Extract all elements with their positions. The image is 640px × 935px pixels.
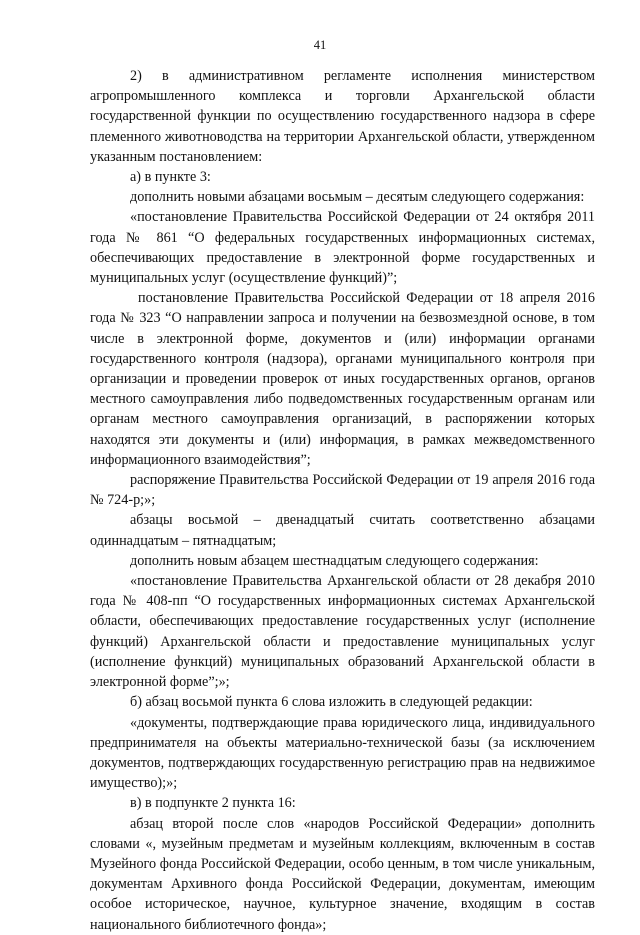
paragraph-item-2: 2) в административном регламенте исполнения министерством агропромышленного комплекса и торговли Архангельской области государственной функции по осуществлению государственного надзора в сфере племенного животноводства на территории Архангельской области, утвержденном указанным постановлением: bbox=[90, 68, 595, 165]
paragraph-quote-408: «постановление Правительства Архангельской области от 28 декабря 2010 года № 408-пп “О государственных информационных системах Архангельской области, обеспечивающих предоставление государственных услуг (исполнение функций) Архангельской области и предоставление муниципальных услуг (исполнение функций) муниципальных образований Архангельской области в электронной форме”;»; bbox=[90, 573, 595, 691]
paragraph-subitem-v: в) в подпункте 2 пункта 16: bbox=[130, 795, 296, 812]
paragraph-subitem-b: б) абзац восьмой пункта 6 слова изложить в следующей редакции: bbox=[130, 694, 533, 711]
paragraph-add-16: дополнить новым абзацем шестнадцатым следующего содержания: bbox=[130, 552, 539, 569]
paragraph-quote-724: распоряжение Правительства Российской Федерации от 19 апреля 2016 года № 724-р;»; bbox=[90, 472, 595, 509]
paragraph-quote-documents: «документы, подтверждающие права юридического лица, индивидуального предпринимателя на объекты материально-технической базы (за исключением документов, подтверждающих государственную регистрацию прав на недвижимое имущество);»; bbox=[90, 714, 595, 792]
paragraph-quote-323: постановление Правительства Российской Федерации от 18 апреля 2016 года № 323 “О направлении запроса и получении на безвозмездной основе, в том числе в электронной форме, документов и (или) информации органами государственного контроля (надзора), органами муниципального контроля при организации и проведении проверок от иных государственных органов, органов местного самоуправления либо подведомственных государственным органам или органам местного самоуправления организаций, в распоряжении которых находятся эти документы и (или) информация, в рамках межведомственного информационного взаимодействия”; bbox=[90, 290, 595, 468]
paragraph-add-8-10: дополнить новыми абзацами восьмым – десятым следующего содержания: bbox=[130, 189, 585, 206]
page-number: 41 bbox=[313, 38, 327, 52]
document-body bbox=[90, 66, 595, 935]
paragraph-subitem-a: а) в пункте 3: bbox=[130, 169, 211, 186]
paragraph-renumber: абзацы восьмой – двенадцатый считать соответственно абзацами одиннадцатым – пятнадцатым; bbox=[90, 512, 595, 549]
paragraph-quote-861: «постановление Правительства Российской Федерации от 24 октября 2011 года № 861 “О федеральных государственных информационных системах, обеспечивающих предоставление в электронной форме государственных и муниципальных услуг (осуществление функций)”; bbox=[90, 209, 595, 287]
paragraph-museum-addition: абзац второй после слов «народов Российской Федерации» дополнить словами «, музейным предметам и музейным коллекциям, включенным в состав Музейного фонда Российской Федерации, особо ценным, в том числе уникальным, документам Архивного фонда Российской Федерации, документам, имеющим особое историческое, научное, культурное значение, входящим в состав национального библиотечного фонда»; bbox=[90, 815, 595, 933]
